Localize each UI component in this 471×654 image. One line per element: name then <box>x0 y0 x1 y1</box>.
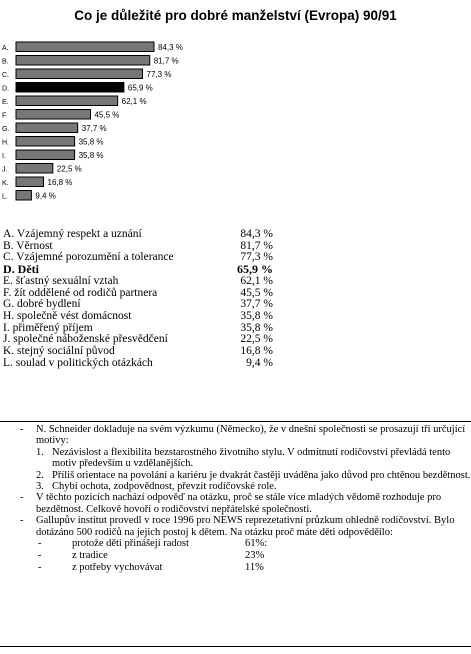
legend-label: J. společné náboženské přesvědčení <box>3 333 168 346</box>
data-label: 35,8 % <box>78 137 104 147</box>
stat-value: 61%: <box>245 538 268 550</box>
legend-label: E. šťastný sexuální vztah <box>3 274 119 287</box>
bullet-dash: - <box>38 538 42 550</box>
bar <box>16 110 90 120</box>
bullet-dash: - <box>20 515 24 527</box>
bar <box>16 56 150 66</box>
legend-value: 22,5 % <box>240 333 273 346</box>
data-label: 84,3 % <box>158 43 183 52</box>
category-label: C. <box>2 72 9 79</box>
stat-value: 23% <box>245 550 265 562</box>
category-label: K. <box>2 180 9 187</box>
note-gallup <box>0 515 471 538</box>
stat-label: z potřeby vychovávat <box>72 562 163 574</box>
legend-table <box>3 229 273 369</box>
list-number: 3. <box>36 481 44 493</box>
legend-row-h <box>3 311 273 323</box>
legend-label: L. soulad v politických otázkách <box>3 356 153 369</box>
stat-label: protože děti přinášejí radost <box>72 538 189 550</box>
list-number: 2. <box>36 469 44 481</box>
legend-label: I. přiměřený příjem <box>3 321 93 334</box>
category-label: H. <box>2 139 9 147</box>
legend-value: 35,8 % <box>240 309 273 322</box>
data-label: 16,8 % <box>47 178 73 187</box>
category-label: D. <box>2 85 9 93</box>
bullet-dash: - <box>38 550 42 562</box>
legend-label: K. stejný sociální původ <box>3 345 115 358</box>
bar <box>16 96 118 106</box>
bar <box>16 83 124 93</box>
notes-section <box>0 421 471 574</box>
bar <box>16 137 75 147</box>
motives-list <box>0 447 471 493</box>
list-item <box>36 481 471 492</box>
bar <box>16 150 75 160</box>
category-label: L. <box>2 193 8 201</box>
note-text: N. Schneider dokladuje na svém výzkumu (Německo), že v dnešní společnosti se prosazují tři určující motivy: <box>36 424 466 447</box>
legend-row-k <box>3 346 273 358</box>
page-title: Co je důležité pro dobré manželství (Evropa) 90/91 <box>74 8 397 23</box>
legend-value: 77,3 % <box>240 251 273 264</box>
legend-label: H. společně vést domácnost <box>3 309 132 322</box>
stat-label: z tradice <box>72 550 108 562</box>
category-label: E. <box>2 99 9 106</box>
legend-label: D. Děti <box>3 262 39 277</box>
list-number: 1. <box>36 446 44 458</box>
list-item <box>36 447 471 470</box>
data-label: 22,5 % <box>56 164 82 174</box>
legend-label: F. žít oddělené od rodičů partnera <box>3 286 158 299</box>
stat-row <box>0 550 471 562</box>
bar <box>16 123 78 133</box>
legend-value: 9,4 % <box>246 356 273 369</box>
legend-row-a <box>3 229 273 241</box>
bottom-divider <box>0 646 471 647</box>
stat-row <box>0 538 471 550</box>
data-label: 37,7 % <box>81 124 107 133</box>
data-label: 81,7 % <box>153 56 179 66</box>
data-label: 65,9 % <box>127 83 153 93</box>
bar-chart <box>0 38 300 208</box>
legend-value: 35,8 % <box>240 321 273 334</box>
data-label: 62,1 % <box>121 97 147 106</box>
legend-value: 62,1 % <box>240 274 273 287</box>
data-label: 9,4 % <box>35 191 56 201</box>
bar <box>16 42 154 52</box>
note-schneider <box>0 424 471 447</box>
note-text: V těchto pozicích nachází odpověď na otázku, proč se stále více mladých vědomě rozhoduje pro bezdětnost. Celkově hovoří o rodičovství nepřátelské společnosti. <box>36 492 442 515</box>
bullet-dash: - <box>20 492 24 504</box>
data-label: 77,3 % <box>146 70 172 79</box>
legend-value: 45,5 % <box>240 286 273 299</box>
list-text: Chybí ochota, zodpovědnost, převzít rodičovské role. <box>52 481 277 493</box>
bullet-dash: - <box>38 562 42 574</box>
category-label: F. <box>2 112 8 120</box>
list-text: Příliš orientace na povolání a kariéru je dvakrát častěji uváděna jako důvod pro chtěnou bezdětnost. <box>52 469 471 481</box>
list-item <box>36 470 471 481</box>
legend-value: 81,7 % <box>240 239 273 252</box>
bar <box>16 177 44 187</box>
category-label: A. <box>2 45 9 52</box>
note-positions <box>0 492 471 515</box>
stat-row <box>0 562 471 574</box>
category-label: G. <box>2 126 10 133</box>
legend-row-c <box>3 252 273 264</box>
bar <box>16 69 143 79</box>
legend-value: 84,3 % <box>240 228 273 240</box>
note-text: Gallupův institut provedl v roce 1996 pro NEWS reprezetativní průzkum ohledně rodičovství. Bylo dotázáno 500 rodičů na jejich postoj k dětem. Na otázku proč máte děti odpověděilo: <box>36 515 455 538</box>
legend-label: G. dobré bydlení <box>3 298 81 311</box>
divider <box>0 421 471 422</box>
category-label: J. <box>2 166 8 174</box>
category-label: I. <box>2 153 6 160</box>
legend-label: A. Vzájemný respekt a uznání <box>3 228 142 240</box>
legend-row-l <box>3 358 273 370</box>
legend-row-e <box>3 276 273 288</box>
list-text: Nezávislost a flexibilita bezstarostného životního stylu. V odmítnutí rodičovství převládá tento motiv především u vzdělanějších. <box>52 446 451 470</box>
stat-value: 11% <box>245 562 264 574</box>
legend-value: 16,8 % <box>240 345 273 358</box>
legend-value: 37,7 % <box>240 298 273 311</box>
legend-label: B. Věrnost <box>3 239 53 252</box>
category-label: B. <box>2 58 9 66</box>
bar <box>16 164 53 174</box>
legend-label: C. Vzájemné porozumění a tolerance <box>3 251 174 264</box>
bullet-dash: - <box>20 424 24 435</box>
bar <box>16 191 31 201</box>
data-label: 35,8 % <box>78 151 104 160</box>
data-label: 45,5 % <box>94 110 120 120</box>
legend-value: 65,9 % <box>237 262 273 277</box>
